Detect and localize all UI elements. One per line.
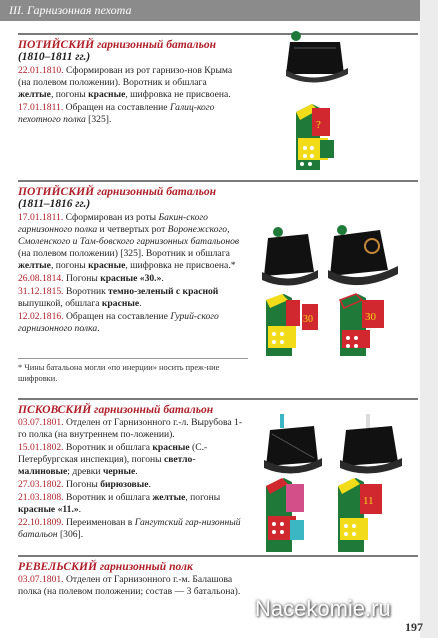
collar-cuff-illustration [290, 102, 342, 172]
page-edge-strip [420, 0, 438, 638]
entry-text: красные [152, 442, 190, 453]
chronicle-entry [18, 65, 243, 101]
collar-cuff-pair-illustration [262, 292, 412, 358]
section-title: ПОТИЙСКИЙ гарнизонный батальон [18, 185, 217, 198]
entry-text: Обращен на составление [63, 311, 171, 322]
strap-number-label: 30 [365, 311, 376, 323]
entry-text: темно-зеленый с красной [108, 286, 219, 297]
section-period: (1810–1811 гг.) [18, 51, 91, 63]
entry-text: красные «11.» [18, 504, 79, 515]
entry-text: (на полевом положении) [325]. Воротник и обшлага [18, 248, 230, 259]
entry-text: бирюзовые [100, 479, 149, 490]
entry-text: и четвертых рот [97, 224, 168, 235]
entry-date: 22.10.1809. [18, 517, 64, 528]
entry-text: Обращен на составление [63, 102, 170, 113]
entry-text: Гангутский гар-низонный батальон [18, 517, 241, 540]
entry-date: 12.02.1816. [18, 311, 64, 322]
entry-text: , погоны [50, 89, 89, 100]
chronicle-entry [18, 574, 243, 598]
entry-text: Сформирован из рот гарнизо-нов Крыма (на полевом положении). Воротник и обшлага [18, 65, 233, 88]
section-rule [18, 398, 418, 400]
entry-text: красные «30.» [100, 273, 162, 284]
footnote-rule [18, 358, 248, 359]
entry-text: красные [101, 298, 140, 309]
entry-date: 26.08.1814. [18, 273, 64, 284]
entry-text: , шифровка не присвоена. [125, 89, 231, 100]
entry-text: Сформирован из роты [63, 212, 159, 223]
entry-text: Отделен от Гарнизонного г.-м. Балашова полка (на полевом положении; состав — 3 батальона). [18, 574, 241, 597]
entry-text: красные [88, 89, 126, 100]
entry-date: 17.01.1811. [18, 102, 64, 113]
strap-number-label: 30 [303, 314, 313, 325]
footnote: * Чины батальона могли «по инерции» носить преж-ние шифровки. [18, 363, 220, 383]
chronicle-entry [18, 311, 243, 335]
chronicle-entry [18, 102, 243, 126]
entry-text: ; древки [67, 466, 104, 477]
section-title: ПОТИЙСКИЙ гарнизонный батальон [18, 38, 217, 51]
chronicle-entry [18, 442, 243, 478]
entry-text: Отделен от Гарнизонного г.-л. Вырубова 1-го полка (на внутреннем по-ложении). [18, 417, 243, 440]
section-rule [18, 33, 418, 35]
entry-date: 17.01.1811. [18, 212, 64, 223]
entry-text: желтые [152, 492, 186, 503]
entry-text: . [161, 273, 164, 284]
entry-date: 31.12.1815. [18, 286, 64, 297]
entry-text: Бакин-ского гарнизонного полка [18, 212, 208, 235]
watermark: Nacekomie.ru [255, 596, 391, 621]
entry-text: Воротник и обшлага [63, 442, 153, 453]
shako-pair-illustration [258, 220, 408, 290]
entry-date: 15.01.1802. [18, 442, 64, 453]
entry-text: Погоны [63, 479, 101, 490]
chronicle-entry [18, 273, 243, 285]
strap-question-label: ? [316, 119, 321, 131]
section-period: (1811–1816 гг.) [18, 198, 91, 210]
entry-text: Погоны [63, 273, 101, 284]
entry-text: Гурий-ского гарнизонного полка [18, 311, 219, 334]
entry-text: черные [103, 466, 136, 477]
running-header-text: III. Гарнизонная пехота [9, 3, 132, 17]
entry-text: Воротник и обшлага [63, 492, 153, 503]
section-poti-1810 [18, 38, 243, 126]
entry-text: Воротник [63, 286, 109, 297]
entry-text: , шифровка не присвоена.* [125, 260, 236, 271]
section-pskov [18, 403, 243, 541]
chronicle-entry [18, 492, 243, 516]
page-number: 197 [405, 620, 423, 634]
entry-date: 27.03.1802. [18, 479, 64, 490]
section-title: ПСКОВСКИЙ гарнизонный батальон [18, 403, 214, 416]
pskov-shako-illustration [262, 412, 412, 476]
entry-text: . [97, 323, 100, 334]
chronicle-entry [18, 479, 243, 491]
entry-date: 22.01.1810. [18, 65, 64, 76]
entry-date: 03.07.1801. [18, 574, 64, 585]
strap-number-label: 11 [363, 495, 374, 507]
entry-text: [325]. [85, 114, 112, 125]
entry-text: красные [88, 260, 126, 271]
entry-text: . [78, 504, 82, 515]
chronicle-entry [18, 517, 243, 541]
entry-text: , погоны [50, 260, 89, 271]
entry-date: 03.07.1801. [18, 417, 64, 428]
entry-text: . [148, 479, 151, 490]
entry-text: . [135, 466, 138, 477]
pskov-collar-illustration [262, 476, 412, 554]
chronicle-entry [18, 417, 243, 441]
entry-text: желтые [18, 89, 51, 100]
chronicle-entry [18, 286, 243, 310]
entry-text: светло-малиновые [18, 454, 196, 477]
chronicle-entry [18, 212, 243, 272]
section-revel [18, 560, 243, 598]
section-rule [18, 180, 418, 182]
running-header [0, 0, 420, 21]
section-rule [18, 555, 418, 557]
entry-text: [306]. [57, 529, 84, 540]
entry-text: . [139, 298, 142, 309]
shako-illustration [278, 24, 358, 86]
entry-text: , погоны [185, 492, 221, 503]
entry-text: (С.-Петербургская инспекция), погоны [18, 442, 208, 465]
section-title: РЕВЕЛЬСКИЙ гарнизонный полк [18, 560, 193, 573]
entry-date: 21.03.1808. [18, 492, 64, 503]
entry-text: желтые [18, 260, 51, 271]
entry-text: Галиц-кого пехотного полка [18, 102, 215, 125]
entry-text: выпушкой, обшлага [18, 298, 102, 309]
section-poti-1811 [18, 185, 243, 335]
entry-text: Переименован в [63, 517, 135, 528]
entry-text: Воронежского, Смоленского и Там-бовского гарнизонных батальонов [18, 224, 240, 247]
